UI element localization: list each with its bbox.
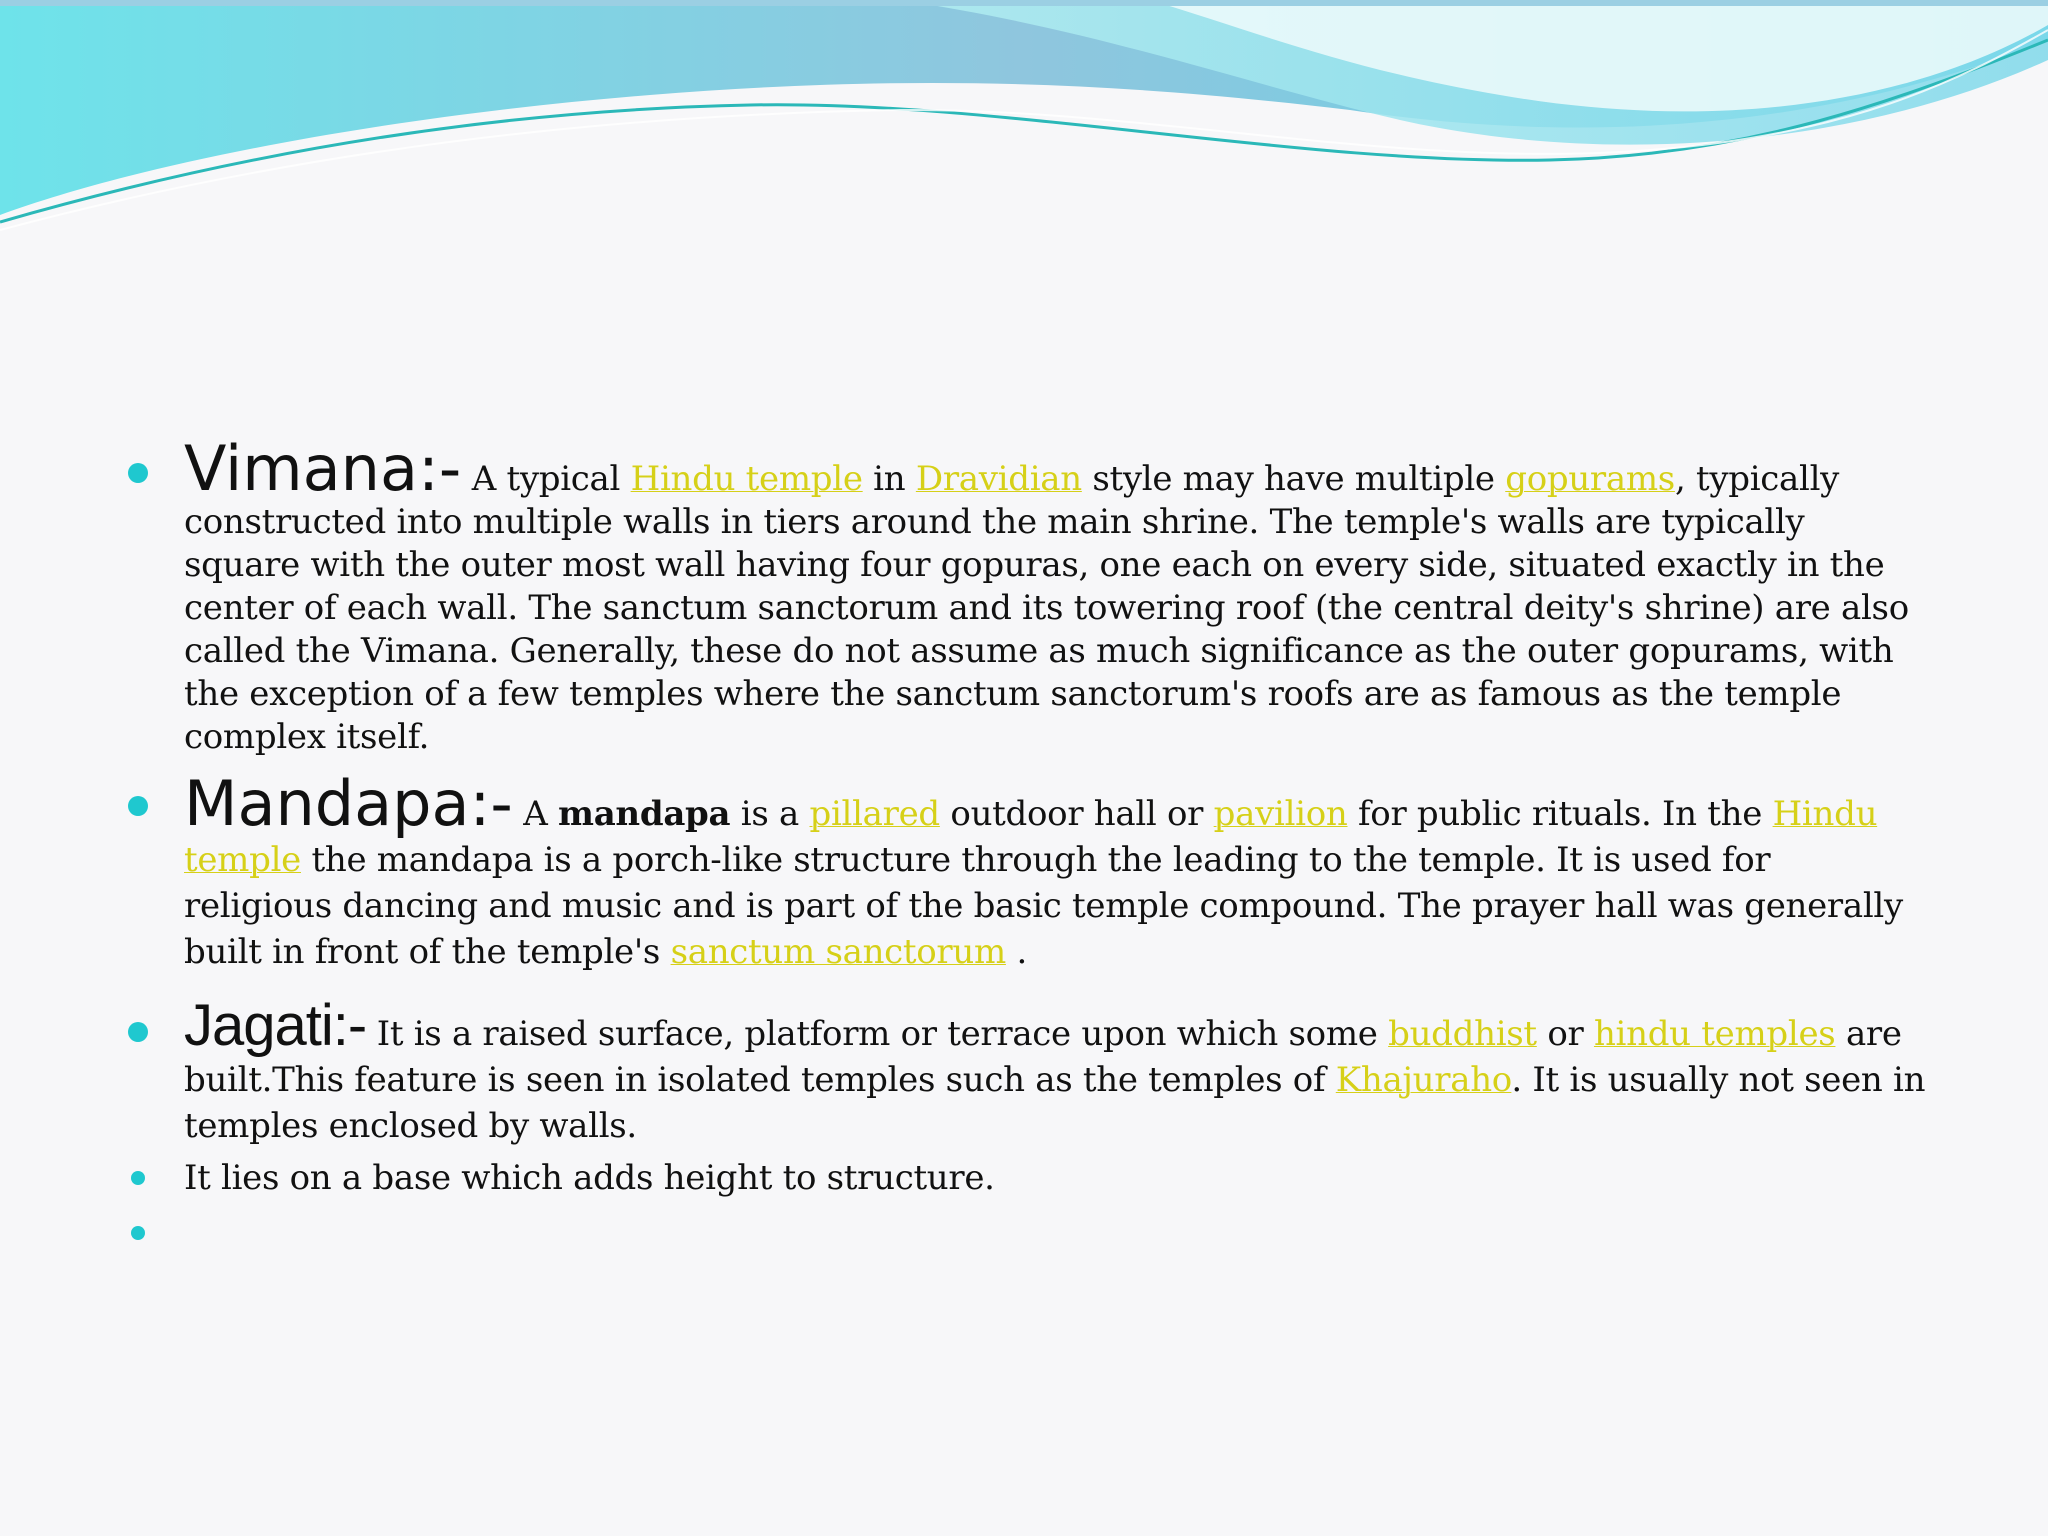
link-hindu-temple[interactable]: Hindu temple xyxy=(184,794,1878,880)
item-text: It lies on a base which adds height to structure. xyxy=(184,1158,995,1198)
list-item-vimana: Vimana:- A typical Hindu temple in Dravidian style may have multiple gopurams, typically constructed into multiple walls in tiers around the main shrine. The temple's walls are typically square with the outer most wall having four gopuras, one each on every side, situated exactly in the center of each wall. The sanctum sanctorum and its towering roof (the central deity's shrine) are also called the Vimana. Generally, these do not assume as much significance as the outer gopurams, with the exception of a few temples where the sanctum sanctorum's roofs are as famous as the temple complex itself. xyxy=(128,438,1928,759)
link-dravidian[interactable]: Dravidian xyxy=(915,459,1082,499)
link-hindu-temples[interactable]: hindu temples xyxy=(1593,1014,1836,1054)
link-buddhist[interactable]: buddhist xyxy=(1388,1014,1537,1054)
item-heading: Mandapa:- xyxy=(184,767,513,840)
bullet-dot xyxy=(128,796,148,816)
list-item-jagati: Jagati:- It is a raised surface, platform or terrace upon which some buddhist or hindu temples are built.This feature is seen in isolated temples such as the temples of Khajuraho. It is usually not seen in temples enclosed by walls. xyxy=(128,997,1928,1149)
bullet-dot xyxy=(128,1022,148,1042)
item-heading: Jagati:- xyxy=(184,993,367,1058)
bullet-dot xyxy=(131,1171,145,1185)
link-pillared[interactable]: pillared xyxy=(809,794,940,834)
bold-term: mandapa xyxy=(558,794,731,834)
bullet-dot xyxy=(128,463,148,483)
header-wave-decoration xyxy=(0,0,2048,240)
list-item-base xyxy=(128,1157,1928,1200)
bullet-dot xyxy=(131,1226,145,1240)
bullet-list xyxy=(128,432,1928,1250)
link-gopurams[interactable]: gopurams xyxy=(1505,459,1675,499)
link-khajuraho[interactable]: Khajuraho xyxy=(1335,1060,1512,1100)
link-sanctum-sanctorum[interactable]: sanctum sanctorum xyxy=(670,932,1006,972)
list-item-mandapa: Mandapa:- A mandapa is a pillared outdoor hall or pavilion for public rituals. In the Hindu temple the mandapa is a porch-like structure through the leading to the temple. It is used for religious dancing and music and is part of the basic temple compound. The prayer hall was generally built in front of the temple's sanctum sanctorum . xyxy=(128,773,1928,975)
link-hindu-temple[interactable]: Hindu temple xyxy=(630,459,863,499)
list-item-empty xyxy=(128,1210,1928,1250)
link-pavilion[interactable]: pavilion xyxy=(1213,794,1348,834)
item-heading: Vimana:- xyxy=(184,432,462,505)
